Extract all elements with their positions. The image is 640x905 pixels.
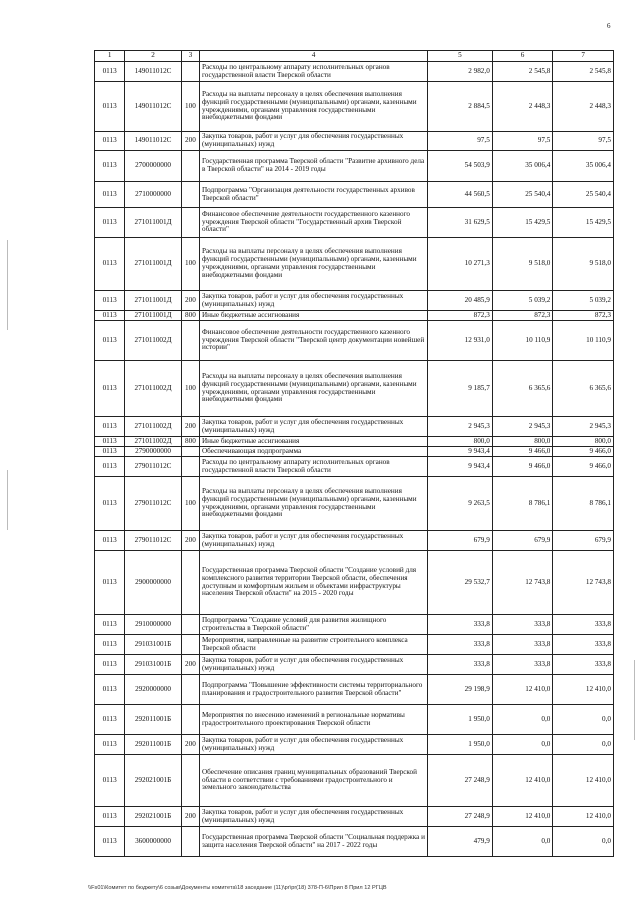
cell-c2: 149011012С <box>125 62 182 82</box>
cell-c5: 44 560,5 <box>428 182 493 208</box>
cell-c6: 333,8 <box>492 615 553 635</box>
cell-c1: 0113 <box>95 321 125 361</box>
cell-c4: Подпрограмма "Организация деятельности государственных архивов Тверской области" <box>199 182 427 208</box>
cell-c4: Подпрограмма "Создание условий для развития жилищного строительства в Тверской области" <box>199 615 427 635</box>
cell-c7: 6 365,6 <box>553 361 614 417</box>
cell-c1: 0113 <box>95 62 125 82</box>
cell-c7: 5 039,2 <box>553 291 614 311</box>
cell-c2: 292011001Б <box>125 705 182 735</box>
cell-c2: 279011012С <box>125 477 182 531</box>
cell-c3: 200 <box>181 807 199 827</box>
cell-c5: 29 198,9 <box>428 675 493 705</box>
cell-c6: 8 786,1 <box>492 477 553 531</box>
column-header: 4 <box>199 51 427 62</box>
cell-c1: 0113 <box>95 705 125 735</box>
cell-c5: 9 185,7 <box>428 361 493 417</box>
cell-c2: 292011001Б <box>125 735 182 755</box>
cell-c2: 292021001Б <box>125 807 182 827</box>
cell-c4: Закупка товаров, работ и услуг для обеспечения государственных (муниципальных) нужд <box>199 132 427 151</box>
cell-c5: 9 263,5 <box>428 477 493 531</box>
table-row <box>95 361 614 417</box>
cell-c7: 872,3 <box>553 311 614 321</box>
cell-c3: 800 <box>181 311 199 321</box>
cell-c4: Финансовое обеспечение деятельности государственного казенного учреждения Тверской области "Тверской центр документации новейшей истории" <box>199 321 427 361</box>
cell-c5: 10 271,3 <box>428 238 493 291</box>
table-header-row <box>95 51 614 62</box>
cell-c1: 0113 <box>95 635 125 655</box>
cell-c4: Закупка товаров, работ и услуг для обеспечения государственных (муниципальных) нужд <box>199 735 427 755</box>
cell-c1: 0113 <box>95 531 125 551</box>
column-header: 7 <box>553 51 614 62</box>
cell-c2: 271011002Д <box>125 437 182 447</box>
cell-c1: 0113 <box>95 675 125 705</box>
cell-c2: 271011001Д <box>125 291 182 311</box>
cell-c4: Обеспечивающая подпрограмма <box>199 447 427 457</box>
cell-c5: 872,3 <box>428 311 493 321</box>
cell-c6: 15 429,5 <box>492 208 553 238</box>
cell-c1: 0113 <box>95 735 125 755</box>
cell-c2: 271011002Д <box>125 361 182 417</box>
cell-c4: Расходы на выплаты персоналу в целях обеспечения выполнения функций государственными (муниципальными) органами, казенными учреждениями, органами управления государственными внебюджетными фондами <box>199 477 427 531</box>
cell-c5: 1 950,0 <box>428 705 493 735</box>
table-row <box>95 635 614 655</box>
cell-c6: 2 945,3 <box>492 417 553 437</box>
cell-c3: 200 <box>181 291 199 311</box>
cell-c1: 0113 <box>95 151 125 182</box>
cell-c1: 0113 <box>95 417 125 437</box>
cell-c2: 271011002Д <box>125 321 182 361</box>
cell-c4: Расходы на выплаты персоналу в целях обеспечения выполнения функций государственными (муниципальными) органами, казенными учреждениями, органами управления государственными внебюджетными фондами <box>199 361 427 417</box>
cell-c6: 0,0 <box>492 735 553 755</box>
binding-edge-mark <box>634 660 635 740</box>
cell-c6: 10 110,9 <box>492 321 553 361</box>
cell-c2: 292021001Б <box>125 755 182 807</box>
file-path-footer: \\Fs01\Комитет по бюджету\6 созыв\Документы комитета\18 заседание (11)\pr\pr(18) 378-П-6\Прил 8 Прил 12 РГЦВ <box>88 885 387 891</box>
cell-c6: 2 545,8 <box>492 62 553 82</box>
cell-c4: Государственная программа Тверской области "Развитие архивного дела в Тверской области" на 2014 - 2019 годы <box>199 151 427 182</box>
table-row <box>95 827 614 857</box>
cell-c2: 279011012С <box>125 457 182 477</box>
table-row <box>95 615 614 635</box>
cell-c3: 100 <box>181 238 199 291</box>
cell-c5: 333,8 <box>428 655 493 675</box>
cell-c3 <box>181 151 199 182</box>
cell-c2: 3600000000 <box>125 827 182 857</box>
table-row <box>95 238 614 291</box>
cell-c7: 9 466,0 <box>553 457 614 477</box>
table-row <box>95 705 614 735</box>
cell-c4: Финансовое обеспечение деятельности государственного казенного учреждения Тверской области "Государственный архив Тверской области" <box>199 208 427 238</box>
cell-c2: 149011012С <box>125 132 182 151</box>
cell-c5: 333,8 <box>428 635 493 655</box>
cell-c5: 9 943,4 <box>428 457 493 477</box>
cell-c2: 279011012С <box>125 531 182 551</box>
table-row <box>95 655 614 675</box>
cell-c5: 333,8 <box>428 615 493 635</box>
cell-c1: 0113 <box>95 807 125 827</box>
cell-c7: 12 743,8 <box>553 551 614 615</box>
cell-c6: 333,8 <box>492 655 553 675</box>
cell-c6: 12 743,8 <box>492 551 553 615</box>
cell-c2: 2900000000 <box>125 551 182 615</box>
cell-c3 <box>181 457 199 477</box>
table-row <box>95 182 614 208</box>
table-row <box>95 457 614 477</box>
cell-c7: 9 466,0 <box>553 447 614 457</box>
cell-c5: 20 485,9 <box>428 291 493 311</box>
cell-c7: 333,8 <box>553 655 614 675</box>
cell-c6: 5 039,2 <box>492 291 553 311</box>
cell-c1: 0113 <box>95 477 125 531</box>
cell-c5: 2 945,3 <box>428 417 493 437</box>
table-row <box>95 551 614 615</box>
cell-c4: Закупка товаров, работ и услуг для обеспечения государственных (муниципальных) нужд <box>199 807 427 827</box>
cell-c3: 200 <box>181 735 199 755</box>
cell-c5: 29 532,7 <box>428 551 493 615</box>
cell-c5: 54 503,9 <box>428 151 493 182</box>
cell-c1: 0113 <box>95 132 125 151</box>
cell-c3 <box>181 551 199 615</box>
cell-c5: 1 950,0 <box>428 735 493 755</box>
cell-c3 <box>181 705 199 735</box>
cell-c6: 0,0 <box>492 705 553 735</box>
cell-c1: 0113 <box>95 551 125 615</box>
table-row <box>95 82 614 132</box>
cell-c3 <box>181 635 199 655</box>
cell-c7: 12 410,0 <box>553 675 614 705</box>
cell-c6: 872,3 <box>492 311 553 321</box>
cell-c1: 0113 <box>95 208 125 238</box>
cell-c6: 9 466,0 <box>492 447 553 457</box>
table-row <box>95 735 614 755</box>
table-row <box>95 437 614 447</box>
cell-c7: 15 429,5 <box>553 208 614 238</box>
binding-edge-mark <box>7 470 8 530</box>
cell-c4: Государственная программа Тверской области "Создание условий для комплексного развития территории Тверской области, обеспечения доступным и комфортным жильем и объектами инфраструктуры населения Тверской области" на 2015 - 2020 годы <box>199 551 427 615</box>
cell-c5: 12 931,0 <box>428 321 493 361</box>
cell-c4: Подпрограмма "Повышение эффективности системы территориального планирования и градостроительного развития Тверской области" <box>199 675 427 705</box>
cell-c4: Расходы по центральному аппарату исполнительных органов государственной власти Тверской области <box>199 457 427 477</box>
cell-c6: 97,5 <box>492 132 553 151</box>
cell-c7: 35 006,4 <box>553 151 614 182</box>
cell-c5: 27 248,9 <box>428 807 493 827</box>
cell-c5: 97,5 <box>428 132 493 151</box>
cell-c5: 2 884,5 <box>428 82 493 132</box>
cell-c6: 6 365,6 <box>492 361 553 417</box>
cell-c2: 2910000000 <box>125 615 182 635</box>
cell-c4: Расходы на выплаты персоналу в целях обеспечения выполнения функций государственными (муниципальными) органами, казенными учреждениями, органами управления государственными внебюджетными фондами <box>199 238 427 291</box>
cell-c1: 0113 <box>95 311 125 321</box>
cell-c2: 291031001Б <box>125 635 182 655</box>
cell-c4: Мероприятия по внесению изменений в региональные нормативы градостроительного проектирования Тверской области <box>199 705 427 735</box>
table-row <box>95 447 614 457</box>
cell-c2: 271011002Д <box>125 417 182 437</box>
cell-c5: 800,0 <box>428 437 493 447</box>
cell-c7: 333,8 <box>553 615 614 635</box>
cell-c5: 9 943,4 <box>428 447 493 457</box>
cell-c4: Обеспечение описания границ муниципальных образований Тверской области в соответствии с требованиями градостроительного и земельного законодательства <box>199 755 427 807</box>
cell-c6: 25 540,4 <box>492 182 553 208</box>
table-row <box>95 62 614 82</box>
cell-c5: 31 629,5 <box>428 208 493 238</box>
table-row <box>95 311 614 321</box>
cell-c7: 12 410,0 <box>553 807 614 827</box>
cell-c6: 9 518,0 <box>492 238 553 291</box>
cell-c1: 0113 <box>95 655 125 675</box>
cell-c1: 0113 <box>95 755 125 807</box>
cell-c2: 271011001Д <box>125 311 182 321</box>
cell-c2: 2920000000 <box>125 675 182 705</box>
cell-c4: Мероприятия, направленные на развитие строительного комплекса Тверской области <box>199 635 427 655</box>
cell-c6: 679,9 <box>492 531 553 551</box>
cell-c6: 12 410,0 <box>492 755 553 807</box>
cell-c1: 0113 <box>95 437 125 447</box>
cell-c7: 679,9 <box>553 531 614 551</box>
cell-c6: 12 410,0 <box>492 675 553 705</box>
cell-c2: 271011001Д <box>125 208 182 238</box>
cell-c4: Расходы по центральному аппарату исполнительных органов государственной власти Тверской области <box>199 62 427 82</box>
column-header: 6 <box>492 51 553 62</box>
table-row <box>95 291 614 311</box>
cell-c3 <box>181 208 199 238</box>
cell-c4: Иные бюджетные ассигнования <box>199 437 427 447</box>
cell-c3 <box>181 615 199 635</box>
table-row <box>95 151 614 182</box>
cell-c3: 200 <box>181 531 199 551</box>
cell-c5: 27 248,9 <box>428 755 493 807</box>
cell-c6: 0,0 <box>492 827 553 857</box>
cell-c3: 100 <box>181 82 199 132</box>
cell-c2: 271011001Д <box>125 238 182 291</box>
table-row <box>95 531 614 551</box>
cell-c1: 0113 <box>95 827 125 857</box>
cell-c3 <box>181 182 199 208</box>
cell-c3: 800 <box>181 437 199 447</box>
cell-c1: 0113 <box>95 291 125 311</box>
cell-c7: 97,5 <box>553 132 614 151</box>
cell-c4: Закупка товаров, работ и услуг для обеспечения государственных (муниципальных) нужд <box>199 417 427 437</box>
cell-c2: 2700000000 <box>125 151 182 182</box>
table-row <box>95 417 614 437</box>
column-header: 3 <box>181 51 199 62</box>
cell-c1: 0113 <box>95 182 125 208</box>
cell-c3 <box>181 827 199 857</box>
cell-c3: 200 <box>181 655 199 675</box>
table-row <box>95 755 614 807</box>
cell-c3: 200 <box>181 417 199 437</box>
cell-c1: 0113 <box>95 361 125 417</box>
cell-c7: 0,0 <box>553 735 614 755</box>
cell-c7: 2 448,3 <box>553 82 614 132</box>
cell-c6: 35 006,4 <box>492 151 553 182</box>
binding-edge-mark <box>7 240 8 330</box>
cell-c3: 100 <box>181 477 199 531</box>
cell-c2: 149011012С <box>125 82 182 132</box>
cell-c4: Расходы на выплаты персоналу в целях обеспечения выполнения функций государственными (муниципальными) органами, казенными учреждениями, органами управления государственными внебюджетными фондами <box>199 82 427 132</box>
cell-c3 <box>181 447 199 457</box>
cell-c4: Закупка товаров, работ и услуг для обеспечения государственных (муниципальных) нужд <box>199 655 427 675</box>
cell-c3 <box>181 321 199 361</box>
page-number: 6 <box>607 22 611 30</box>
cell-c6: 9 466,0 <box>492 457 553 477</box>
table-row <box>95 807 614 827</box>
cell-c4: Государственная программа Тверской области "Социальная поддержка и защита населения Тверской области" на 2017 - 2022 годы <box>199 827 427 857</box>
cell-c3: 100 <box>181 361 199 417</box>
cell-c6: 12 410,0 <box>492 807 553 827</box>
cell-c2: 291031001Б <box>125 655 182 675</box>
cell-c7: 0,0 <box>553 705 614 735</box>
cell-c5: 2 982,0 <box>428 62 493 82</box>
cell-c2: 2790000000 <box>125 447 182 457</box>
cell-c1: 0113 <box>95 238 125 291</box>
cell-c1: 0113 <box>95 82 125 132</box>
column-header: 5 <box>428 51 493 62</box>
cell-c1: 0113 <box>95 447 125 457</box>
cell-c4: Закупка товаров, работ и услуг для обеспечения государственных (муниципальных) нужд <box>199 531 427 551</box>
cell-c4: Закупка товаров, работ и услуг для обеспечения государственных (муниципальных) нужд <box>199 291 427 311</box>
table-row <box>95 477 614 531</box>
cell-c3 <box>181 675 199 705</box>
cell-c7: 333,8 <box>553 635 614 655</box>
cell-c7: 9 518,0 <box>553 238 614 291</box>
cell-c2: 2710000000 <box>125 182 182 208</box>
table-row <box>95 132 614 151</box>
column-header: 1 <box>95 51 125 62</box>
cell-c7: 10 110,9 <box>553 321 614 361</box>
cell-c3: 200 <box>181 132 199 151</box>
cell-c7: 8 786,1 <box>553 477 614 531</box>
cell-c6: 2 448,3 <box>492 82 553 132</box>
cell-c3 <box>181 62 199 82</box>
cell-c7: 25 540,4 <box>553 182 614 208</box>
table-row <box>95 208 614 238</box>
cell-c6: 333,8 <box>492 635 553 655</box>
table-row <box>95 675 614 705</box>
cell-c7: 0,0 <box>553 827 614 857</box>
cell-c6: 800,0 <box>492 437 553 447</box>
cell-c3 <box>181 755 199 807</box>
cell-c4: Иные бюджетные ассигнования <box>199 311 427 321</box>
cell-c1: 0113 <box>95 457 125 477</box>
column-header: 2 <box>125 51 182 62</box>
cell-c5: 679,9 <box>428 531 493 551</box>
cell-c5: 479,9 <box>428 827 493 857</box>
cell-c7: 800,0 <box>553 437 614 447</box>
table-row <box>95 321 614 361</box>
cell-c7: 2 945,3 <box>553 417 614 437</box>
cell-c7: 2 545,8 <box>553 62 614 82</box>
cell-c7: 12 410,0 <box>553 755 614 807</box>
budget-table <box>94 50 614 857</box>
cell-c1: 0113 <box>95 615 125 635</box>
